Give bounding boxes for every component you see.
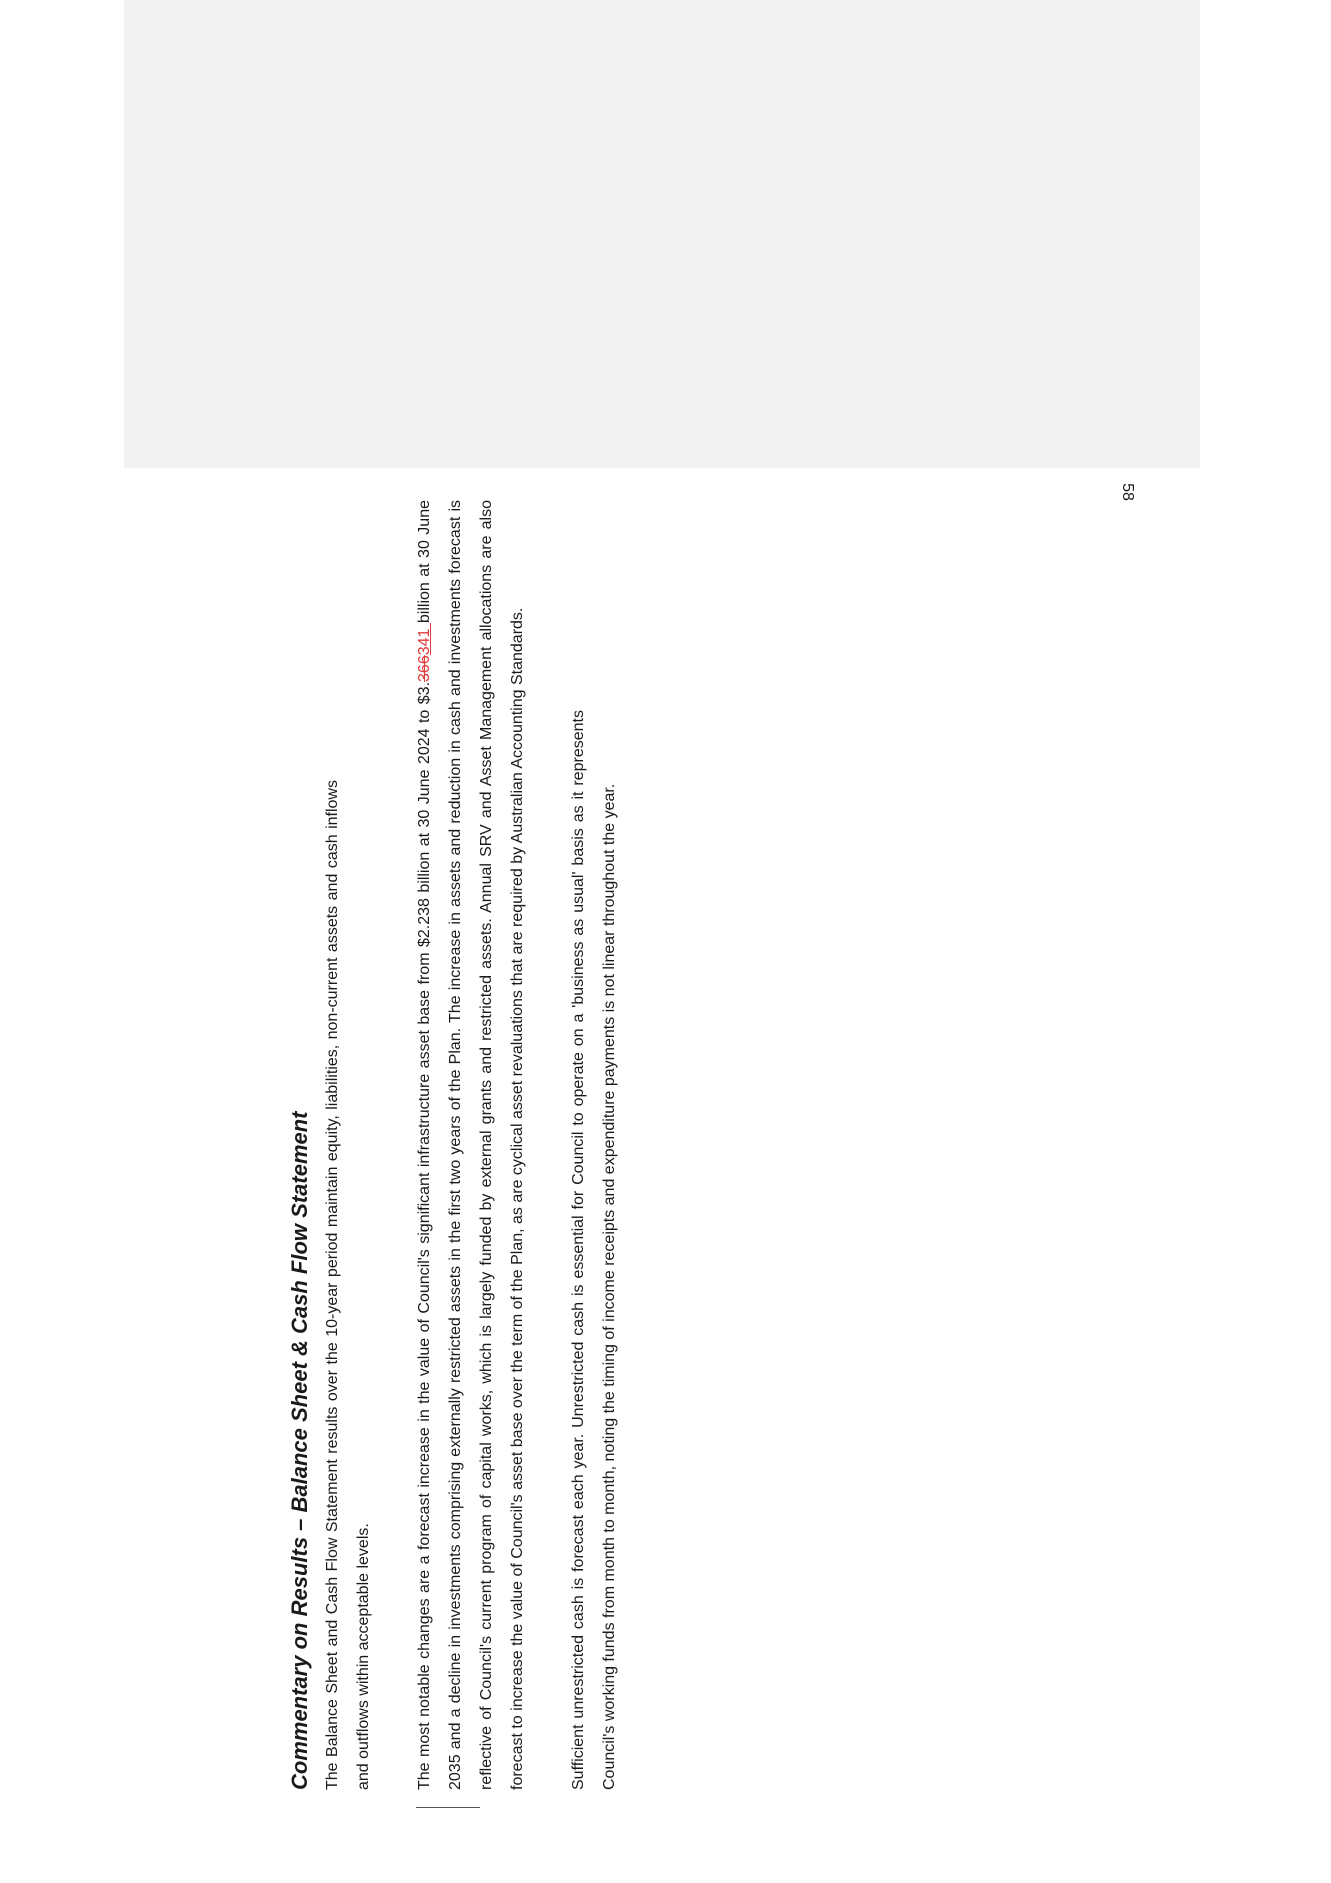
paragraph-text: billion at 30 June 2035 and a decline in investments comprising externally restricted assets in the first two years of the Plan. The increase in assets and reduction in cash and investments forecast is reflective of Council's current program of capital works, which is largely funded by external grants and restricted assets. Annual SRV and Asset Management allocations are also forecast to increase the value of Council's asset base over the term of the Plan, as are cyclical asset revaluations that are required by Australian Accounting Standards. [416,499,526,1790]
document-body [285,470,618,1790]
page-number-text: 58 [1119,483,1136,501]
section-heading: Commentary on Results – Balance Sheet & Cash Flow Statement [287,1111,312,1790]
paragraph-balance-sheet-summary: The Balance Sheet and Cash Flow Statement results over the 10-year period maintain equity, liabilities, non-current assets and cash inflows and outflows within acceptable levels. [324,780,372,1790]
header-panel [124,0,1200,468]
footnote-rule [416,1807,480,1808]
deleted-text: 366 [416,655,433,682]
paragraph-text: The most notable changes are a forecast increase in the value of Council's significant infrastructure asset base from $2.238 billion at 30 June 2024 to $3. [416,681,433,1790]
paragraph-asset-changes [409,500,533,1790]
paragraph-unrestricted-cash: Sufficient unrestricted cash is forecast each year. Unrestricted cash is essential for Council to operate on a 'business as usual' basis as it represents Council's working funds from month to month, noting the timing of income receipts and expenditure payments is not linear throughout the year. [570,710,618,1790]
inserted-text: 341 [416,623,433,656]
